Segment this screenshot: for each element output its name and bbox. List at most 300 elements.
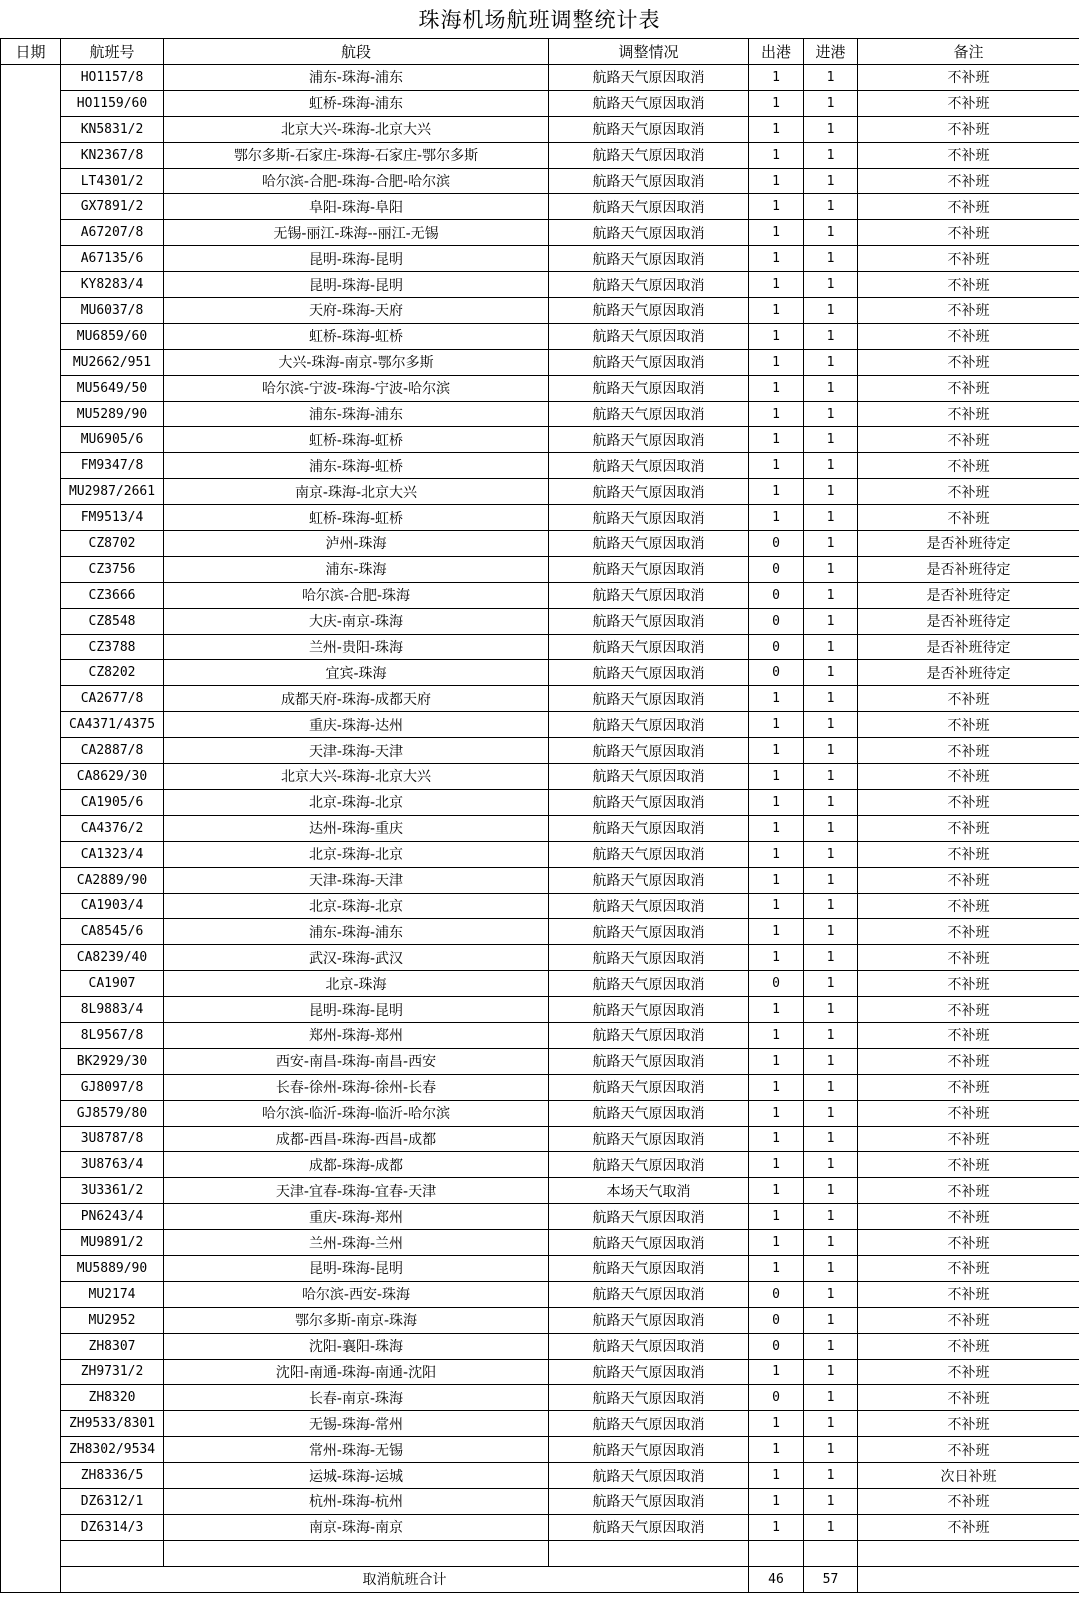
- out-cell[interactable]: 1: [749, 1204, 804, 1230]
- note-cell[interactable]: 不补班: [858, 401, 1079, 427]
- out-cell[interactable]: 1: [749, 1126, 804, 1152]
- status-cell[interactable]: 航路天气原因取消: [549, 298, 749, 324]
- in-cell[interactable]: 1: [804, 1281, 858, 1307]
- in-cell[interactable]: 1: [804, 1074, 858, 1100]
- out-cell[interactable]: 1: [749, 479, 804, 505]
- note-cell[interactable]: 不补班: [858, 272, 1079, 298]
- note-cell[interactable]: 是否补班待定: [858, 608, 1079, 634]
- empty-cell[interactable]: [164, 1540, 549, 1566]
- flight-cell[interactable]: CZ3666: [61, 582, 164, 608]
- note-cell[interactable]: 不补班: [858, 323, 1079, 349]
- route-cell[interactable]: 武汉-珠海-武汉: [164, 945, 549, 971]
- status-cell[interactable]: 航路天气原因取消: [549, 997, 749, 1023]
- route-cell[interactable]: 浦东-珠海-浦东: [164, 65, 549, 91]
- out-cell[interactable]: 0: [749, 556, 804, 582]
- header-flight[interactable]: 航班号: [61, 39, 164, 65]
- note-cell[interactable]: 不补班: [858, 971, 1079, 997]
- note-cell[interactable]: 是否补班待定: [858, 556, 1079, 582]
- in-cell[interactable]: 1: [804, 1385, 858, 1411]
- route-cell[interactable]: 沈阳-襄阳-珠海: [164, 1333, 549, 1359]
- empty-cell[interactable]: [549, 1540, 749, 1566]
- flight-cell[interactable]: MU2662/951: [61, 349, 164, 375]
- in-cell[interactable]: 1: [804, 531, 858, 557]
- status-cell[interactable]: 航路天气原因取消: [549, 142, 749, 168]
- status-cell[interactable]: 航路天气原因取消: [549, 401, 749, 427]
- flight-cell[interactable]: KY8283/4: [61, 272, 164, 298]
- out-cell[interactable]: 0: [749, 608, 804, 634]
- header-out[interactable]: 出港: [749, 39, 804, 65]
- route-cell[interactable]: 哈尔滨-宁波-珠海-宁波-哈尔滨: [164, 375, 549, 401]
- flight-cell[interactable]: KN2367/8: [61, 142, 164, 168]
- flight-cell[interactable]: GJ8097/8: [61, 1074, 164, 1100]
- note-cell[interactable]: 不补班: [858, 427, 1079, 453]
- out-cell[interactable]: 1: [749, 375, 804, 401]
- status-cell[interactable]: 航路天气原因取消: [549, 116, 749, 142]
- in-cell[interactable]: 1: [804, 556, 858, 582]
- route-cell[interactable]: 北京大兴-珠海-北京大兴: [164, 116, 549, 142]
- note-cell[interactable]: 不补班: [858, 1100, 1079, 1126]
- flight-cell[interactable]: CZ3756: [61, 556, 164, 582]
- out-cell[interactable]: 1: [749, 1178, 804, 1204]
- in-cell[interactable]: 1: [804, 1255, 858, 1281]
- flight-cell[interactable]: CA1903/4: [61, 893, 164, 919]
- in-cell[interactable]: 1: [804, 349, 858, 375]
- total-label[interactable]: 取消航班合计: [61, 1566, 749, 1592]
- status-cell[interactable]: 航路天气原因取消: [549, 1281, 749, 1307]
- note-cell[interactable]: 不补班: [858, 90, 1079, 116]
- route-cell[interactable]: 大兴-珠海-南京-鄂尔多斯: [164, 349, 549, 375]
- out-cell[interactable]: 0: [749, 1385, 804, 1411]
- out-cell[interactable]: 1: [749, 841, 804, 867]
- route-cell[interactable]: 北京-珠海: [164, 971, 549, 997]
- out-cell[interactable]: 1: [749, 867, 804, 893]
- status-cell[interactable]: 航路天气原因取消: [549, 272, 749, 298]
- status-cell[interactable]: 航路天气原因取消: [549, 1359, 749, 1385]
- out-cell[interactable]: 0: [749, 1307, 804, 1333]
- flight-cell[interactable]: A67207/8: [61, 220, 164, 246]
- in-cell[interactable]: 1: [804, 401, 858, 427]
- note-cell[interactable]: 不补班: [858, 1126, 1079, 1152]
- route-cell[interactable]: 天津-珠海-天津: [164, 738, 549, 764]
- note-cell[interactable]: 不补班: [858, 1385, 1079, 1411]
- route-cell[interactable]: 哈尔滨-合肥-珠海: [164, 582, 549, 608]
- in-cell[interactable]: 1: [804, 764, 858, 790]
- status-cell[interactable]: 航路天气原因取消: [549, 1100, 749, 1126]
- status-cell[interactable]: 航路天气原因取消: [549, 90, 749, 116]
- flight-cell[interactable]: ZH9533/8301: [61, 1411, 164, 1437]
- in-cell[interactable]: 1: [804, 298, 858, 324]
- empty-cell[interactable]: [858, 1566, 1079, 1592]
- flight-cell[interactable]: DZ6314/3: [61, 1514, 164, 1540]
- status-cell[interactable]: 航路天气原因取消: [549, 1385, 749, 1411]
- route-cell[interactable]: 天津-宜春-珠海-宜春-天津: [164, 1178, 549, 1204]
- route-cell[interactable]: 哈尔滨-合肥-珠海-合肥-哈尔滨: [164, 168, 549, 194]
- route-cell[interactable]: 鄂尔多斯-石家庄-珠海-石家庄-鄂尔多斯: [164, 142, 549, 168]
- route-cell[interactable]: 沈阳-南通-珠海-南通-沈阳: [164, 1359, 549, 1385]
- flight-cell[interactable]: CA8545/6: [61, 919, 164, 945]
- flight-cell[interactable]: CA1907: [61, 971, 164, 997]
- out-cell[interactable]: 1: [749, 298, 804, 324]
- note-cell[interactable]: 不补班: [858, 686, 1079, 712]
- note-cell[interactable]: 不补班: [858, 1074, 1079, 1100]
- status-cell[interactable]: 航路天气原因取消: [549, 789, 749, 815]
- flight-cell[interactable]: CA8629/30: [61, 764, 164, 790]
- in-cell[interactable]: 1: [804, 1411, 858, 1437]
- in-cell[interactable]: 1: [804, 867, 858, 893]
- status-cell[interactable]: 航路天气原因取消: [549, 1126, 749, 1152]
- flight-cell[interactable]: ZH9731/2: [61, 1359, 164, 1385]
- note-cell[interactable]: 次日补班: [858, 1463, 1079, 1489]
- flight-cell[interactable]: MU2987/2661: [61, 479, 164, 505]
- route-cell[interactable]: 北京-珠海-北京: [164, 893, 549, 919]
- route-cell[interactable]: 南京-珠海-南京: [164, 1514, 549, 1540]
- in-cell[interactable]: 1: [804, 660, 858, 686]
- flight-cell[interactable]: ZH8302/9534: [61, 1437, 164, 1463]
- out-cell[interactable]: 1: [749, 65, 804, 91]
- route-cell[interactable]: 北京-珠海-北京: [164, 789, 549, 815]
- in-cell[interactable]: 1: [804, 1126, 858, 1152]
- out-cell[interactable]: 0: [749, 531, 804, 557]
- route-cell[interactable]: 昆明-珠海-昆明: [164, 997, 549, 1023]
- out-cell[interactable]: 1: [749, 505, 804, 531]
- out-cell[interactable]: 1: [749, 1488, 804, 1514]
- flight-cell[interactable]: MU9891/2: [61, 1230, 164, 1256]
- status-cell[interactable]: 航路天气原因取消: [549, 1411, 749, 1437]
- out-cell[interactable]: 1: [749, 142, 804, 168]
- out-cell[interactable]: 1: [749, 712, 804, 738]
- note-cell[interactable]: 不补班: [858, 789, 1079, 815]
- header-note[interactable]: 备注: [858, 39, 1079, 65]
- note-cell[interactable]: 不补班: [858, 453, 1079, 479]
- out-cell[interactable]: 1: [749, 815, 804, 841]
- route-cell[interactable]: 昆明-珠海-昆明: [164, 272, 549, 298]
- route-cell[interactable]: 阜阳-珠海-阜阳: [164, 194, 549, 220]
- status-cell[interactable]: 航路天气原因取消: [549, 1514, 749, 1540]
- note-cell[interactable]: 不补班: [858, 116, 1079, 142]
- flight-cell[interactable]: BK2929/30: [61, 1048, 164, 1074]
- in-cell[interactable]: 1: [804, 246, 858, 272]
- status-cell[interactable]: 航路天气原因取消: [549, 531, 749, 557]
- route-cell[interactable]: 成都-珠海-成都: [164, 1152, 549, 1178]
- status-cell[interactable]: 航路天气原因取消: [549, 323, 749, 349]
- out-cell[interactable]: 1: [749, 1463, 804, 1489]
- status-cell[interactable]: 航路天气原因取消: [549, 867, 749, 893]
- route-cell[interactable]: 长春-南京-珠海: [164, 1385, 549, 1411]
- status-cell[interactable]: 航路天气原因取消: [549, 841, 749, 867]
- in-cell[interactable]: 1: [804, 841, 858, 867]
- route-cell[interactable]: 浦东-珠海-浦东: [164, 919, 549, 945]
- route-cell[interactable]: 重庆-珠海-达州: [164, 712, 549, 738]
- out-cell[interactable]: 1: [749, 1514, 804, 1540]
- header-in[interactable]: 进港: [804, 39, 858, 65]
- route-cell[interactable]: 昆明-珠海-昆明: [164, 1255, 549, 1281]
- flight-cell[interactable]: CZ8202: [61, 660, 164, 686]
- flight-cell[interactable]: CA4371/4375: [61, 712, 164, 738]
- note-cell[interactable]: 不补班: [858, 764, 1079, 790]
- note-cell[interactable]: 不补班: [858, 1488, 1079, 1514]
- in-cell[interactable]: 1: [804, 142, 858, 168]
- route-cell[interactable]: 兰州-贵阳-珠海: [164, 634, 549, 660]
- in-cell[interactable]: 1: [804, 634, 858, 660]
- flight-cell[interactable]: ZH8320: [61, 1385, 164, 1411]
- note-cell[interactable]: 不补班: [858, 505, 1079, 531]
- note-cell[interactable]: 不补班: [858, 1281, 1079, 1307]
- route-cell[interactable]: 昆明-珠海-昆明: [164, 246, 549, 272]
- note-cell[interactable]: 不补班: [858, 712, 1079, 738]
- route-cell[interactable]: 虹桥-珠海-虹桥: [164, 323, 549, 349]
- note-cell[interactable]: 是否补班待定: [858, 582, 1079, 608]
- route-cell[interactable]: 北京大兴-珠海-北京大兴: [164, 764, 549, 790]
- note-cell[interactable]: 是否补班待定: [858, 531, 1079, 557]
- in-cell[interactable]: 1: [804, 1152, 858, 1178]
- out-cell[interactable]: 0: [749, 971, 804, 997]
- out-cell[interactable]: 1: [749, 194, 804, 220]
- out-cell[interactable]: 1: [749, 945, 804, 971]
- in-cell[interactable]: 1: [804, 815, 858, 841]
- note-cell[interactable]: 不补班: [858, 997, 1079, 1023]
- out-cell[interactable]: 1: [749, 764, 804, 790]
- route-cell[interactable]: 哈尔滨-临沂-珠海-临沂-哈尔滨: [164, 1100, 549, 1126]
- out-cell[interactable]: 1: [749, 919, 804, 945]
- status-cell[interactable]: 航路天气原因取消: [549, 945, 749, 971]
- status-cell[interactable]: 航路天气原因取消: [549, 1255, 749, 1281]
- flight-cell[interactable]: 3U8763/4: [61, 1152, 164, 1178]
- status-cell[interactable]: 航路天气原因取消: [549, 634, 749, 660]
- status-cell[interactable]: 航路天气原因取消: [549, 194, 749, 220]
- in-cell[interactable]: 1: [804, 1333, 858, 1359]
- flight-cell[interactable]: CZ8702: [61, 531, 164, 557]
- in-cell[interactable]: 1: [804, 789, 858, 815]
- note-cell[interactable]: 不补班: [858, 893, 1079, 919]
- note-cell[interactable]: 不补班: [858, 1048, 1079, 1074]
- date-cell[interactable]: [1, 65, 61, 1593]
- flight-cell[interactable]: CA1323/4: [61, 841, 164, 867]
- status-cell[interactable]: 航路天气原因取消: [549, 608, 749, 634]
- route-cell[interactable]: 浦东-珠海-浦东: [164, 401, 549, 427]
- flight-cell[interactable]: LT4301/2: [61, 168, 164, 194]
- note-cell[interactable]: 是否补班待定: [858, 660, 1079, 686]
- flight-cell[interactable]: MU2174: [61, 1281, 164, 1307]
- note-cell[interactable]: 不补班: [858, 1514, 1079, 1540]
- out-cell[interactable]: 1: [749, 1048, 804, 1074]
- route-cell[interactable]: 长春-徐州-珠海-徐州-长春: [164, 1074, 549, 1100]
- status-cell[interactable]: 航路天气原因取消: [549, 1333, 749, 1359]
- note-cell[interactable]: 不补班: [858, 841, 1079, 867]
- route-cell[interactable]: 宜宾-珠海: [164, 660, 549, 686]
- flight-cell[interactable]: MU6037/8: [61, 298, 164, 324]
- out-cell[interactable]: 1: [749, 168, 804, 194]
- in-cell[interactable]: 1: [804, 168, 858, 194]
- out-cell[interactable]: 1: [749, 323, 804, 349]
- status-cell[interactable]: 航路天气原因取消: [549, 582, 749, 608]
- in-cell[interactable]: 1: [804, 505, 858, 531]
- status-cell[interactable]: 航路天气原因取消: [549, 1074, 749, 1100]
- status-cell[interactable]: 航路天气原因取消: [549, 453, 749, 479]
- note-cell[interactable]: 不补班: [858, 815, 1079, 841]
- empty-cell[interactable]: [749, 1540, 804, 1566]
- status-cell[interactable]: 航路天气原因取消: [549, 349, 749, 375]
- flight-cell[interactable]: PN6243/4: [61, 1204, 164, 1230]
- status-cell[interactable]: 航路天气原因取消: [549, 168, 749, 194]
- status-cell[interactable]: 航路天气原因取消: [549, 1152, 749, 1178]
- flight-cell[interactable]: 3U3361/2: [61, 1178, 164, 1204]
- empty-cell[interactable]: [61, 1540, 164, 1566]
- in-cell[interactable]: 1: [804, 1437, 858, 1463]
- status-cell[interactable]: 航路天气原因取消: [549, 738, 749, 764]
- note-cell[interactable]: 不补班: [858, 945, 1079, 971]
- flight-cell[interactable]: CZ8548: [61, 608, 164, 634]
- out-cell[interactable]: 1: [749, 272, 804, 298]
- in-cell[interactable]: 1: [804, 1488, 858, 1514]
- flight-cell[interactable]: MU6905/6: [61, 427, 164, 453]
- flight-cell[interactable]: ZH8336/5: [61, 1463, 164, 1489]
- note-cell[interactable]: 不补班: [858, 246, 1079, 272]
- route-cell[interactable]: 运城-珠海-运城: [164, 1463, 549, 1489]
- note-cell[interactable]: 不补班: [858, 867, 1079, 893]
- out-cell[interactable]: 1: [749, 453, 804, 479]
- out-cell[interactable]: 1: [749, 738, 804, 764]
- in-cell[interactable]: 1: [804, 893, 858, 919]
- status-cell[interactable]: 航路天气原因取消: [549, 660, 749, 686]
- note-cell[interactable]: 不补班: [858, 1333, 1079, 1359]
- note-cell[interactable]: 不补班: [858, 738, 1079, 764]
- status-cell[interactable]: 航路天气原因取消: [549, 712, 749, 738]
- route-cell[interactable]: 虹桥-珠海-浦东: [164, 90, 549, 116]
- note-cell[interactable]: 不补班: [858, 1230, 1079, 1256]
- out-cell[interactable]: 1: [749, 427, 804, 453]
- route-cell[interactable]: 虹桥-珠海-虹桥: [164, 427, 549, 453]
- out-cell[interactable]: 1: [749, 220, 804, 246]
- route-cell[interactable]: 无锡-丽江-珠海--丽江-无锡: [164, 220, 549, 246]
- flight-cell[interactable]: HO1159/60: [61, 90, 164, 116]
- route-cell[interactable]: 无锡-珠海-常州: [164, 1411, 549, 1437]
- out-cell[interactable]: 1: [749, 893, 804, 919]
- flight-cell[interactable]: 3U8787/8: [61, 1126, 164, 1152]
- route-cell[interactable]: 西安-南昌-珠海-南昌-西安: [164, 1048, 549, 1074]
- flight-cell[interactable]: MU2952: [61, 1307, 164, 1333]
- flight-cell[interactable]: KN5831/2: [61, 116, 164, 142]
- status-cell[interactable]: 航路天气原因取消: [549, 479, 749, 505]
- in-cell[interactable]: 1: [804, 1463, 858, 1489]
- note-cell[interactable]: 不补班: [858, 1437, 1079, 1463]
- out-cell[interactable]: 0: [749, 1281, 804, 1307]
- out-cell[interactable]: 1: [749, 1022, 804, 1048]
- flight-cell[interactable]: FM9513/4: [61, 505, 164, 531]
- flight-cell[interactable]: CZ3788: [61, 634, 164, 660]
- in-cell[interactable]: 1: [804, 1514, 858, 1540]
- header-route[interactable]: 航段: [164, 39, 549, 65]
- route-cell[interactable]: 南京-珠海-北京大兴: [164, 479, 549, 505]
- route-cell[interactable]: 天府-珠海-天府: [164, 298, 549, 324]
- route-cell[interactable]: 泸州-珠海: [164, 531, 549, 557]
- empty-cell[interactable]: [858, 1540, 1079, 1566]
- in-cell[interactable]: 1: [804, 686, 858, 712]
- out-cell[interactable]: 1: [749, 116, 804, 142]
- note-cell[interactable]: 不补班: [858, 194, 1079, 220]
- status-cell[interactable]: 航路天气原因取消: [549, 1307, 749, 1333]
- flight-cell[interactable]: GX7891/2: [61, 194, 164, 220]
- status-cell[interactable]: 航路天气原因取消: [549, 427, 749, 453]
- flight-cell[interactable]: A67135/6: [61, 246, 164, 272]
- note-cell[interactable]: 不补班: [858, 168, 1079, 194]
- out-cell[interactable]: 1: [749, 90, 804, 116]
- status-cell[interactable]: 航路天气原因取消: [549, 505, 749, 531]
- out-cell[interactable]: 1: [749, 789, 804, 815]
- flight-cell[interactable]: HO1157/8: [61, 65, 164, 91]
- out-cell[interactable]: 1: [749, 1359, 804, 1385]
- in-cell[interactable]: 1: [804, 116, 858, 142]
- out-cell[interactable]: 0: [749, 1333, 804, 1359]
- empty-cell[interactable]: [804, 1540, 858, 1566]
- out-cell[interactable]: 1: [749, 246, 804, 272]
- flight-cell[interactable]: DZ6312/1: [61, 1488, 164, 1514]
- note-cell[interactable]: 不补班: [858, 1411, 1079, 1437]
- out-cell[interactable]: 1: [749, 1437, 804, 1463]
- route-cell[interactable]: 常州-珠海-无锡: [164, 1437, 549, 1463]
- in-cell[interactable]: 1: [804, 1178, 858, 1204]
- flight-cell[interactable]: MU5289/90: [61, 401, 164, 427]
- status-cell[interactable]: 航路天气原因取消: [549, 971, 749, 997]
- in-cell[interactable]: 1: [804, 194, 858, 220]
- in-cell[interactable]: 1: [804, 1048, 858, 1074]
- note-cell[interactable]: 不补班: [858, 1255, 1079, 1281]
- route-cell[interactable]: 北京-珠海-北京: [164, 841, 549, 867]
- note-cell[interactable]: 不补班: [858, 220, 1079, 246]
- flight-cell[interactable]: FM9347/8: [61, 453, 164, 479]
- in-cell[interactable]: 1: [804, 997, 858, 1023]
- in-cell[interactable]: 1: [804, 427, 858, 453]
- status-cell[interactable]: 航路天气原因取消: [549, 375, 749, 401]
- in-cell[interactable]: 1: [804, 1359, 858, 1385]
- out-cell[interactable]: 1: [749, 1152, 804, 1178]
- in-cell[interactable]: 1: [804, 712, 858, 738]
- status-cell[interactable]: 航路天气原因取消: [549, 764, 749, 790]
- header-date[interactable]: 日期: [1, 39, 61, 65]
- status-cell[interactable]: 航路天气原因取消: [549, 1230, 749, 1256]
- route-cell[interactable]: 达州-珠海-重庆: [164, 815, 549, 841]
- note-cell[interactable]: 不补班: [858, 479, 1079, 505]
- status-cell[interactable]: 航路天气原因取消: [549, 1022, 749, 1048]
- status-cell[interactable]: 航路天气原因取消: [549, 1488, 749, 1514]
- route-cell[interactable]: 浦东-珠海: [164, 556, 549, 582]
- route-cell[interactable]: 重庆-珠海-郑州: [164, 1204, 549, 1230]
- note-cell[interactable]: 不补班: [858, 65, 1079, 91]
- note-cell[interactable]: 不补班: [858, 349, 1079, 375]
- flight-cell[interactable]: CA2887/8: [61, 738, 164, 764]
- out-cell[interactable]: 0: [749, 582, 804, 608]
- out-cell[interactable]: 0: [749, 634, 804, 660]
- route-cell[interactable]: 鄂尔多斯-南京-珠海: [164, 1307, 549, 1333]
- flight-cell[interactable]: MU6859/60: [61, 323, 164, 349]
- route-cell[interactable]: 大庆-南京-珠海: [164, 608, 549, 634]
- out-cell[interactable]: 1: [749, 1411, 804, 1437]
- note-cell[interactable]: 不补班: [858, 142, 1079, 168]
- total-out[interactable]: 46: [749, 1566, 804, 1592]
- note-cell[interactable]: 不补班: [858, 1359, 1079, 1385]
- flight-cell[interactable]: GJ8579/80: [61, 1100, 164, 1126]
- status-cell[interactable]: 航路天气原因取消: [549, 1437, 749, 1463]
- route-cell[interactable]: 虹桥-珠海-虹桥: [164, 505, 549, 531]
- status-cell[interactable]: 航路天气原因取消: [549, 919, 749, 945]
- flight-cell[interactable]: ZH8307: [61, 1333, 164, 1359]
- status-cell[interactable]: 航路天气原因取消: [549, 686, 749, 712]
- flight-cell[interactable]: CA8239/40: [61, 945, 164, 971]
- note-cell[interactable]: 不补班: [858, 375, 1079, 401]
- in-cell[interactable]: 1: [804, 919, 858, 945]
- in-cell[interactable]: 1: [804, 90, 858, 116]
- out-cell[interactable]: 1: [749, 686, 804, 712]
- in-cell[interactable]: 1: [804, 1022, 858, 1048]
